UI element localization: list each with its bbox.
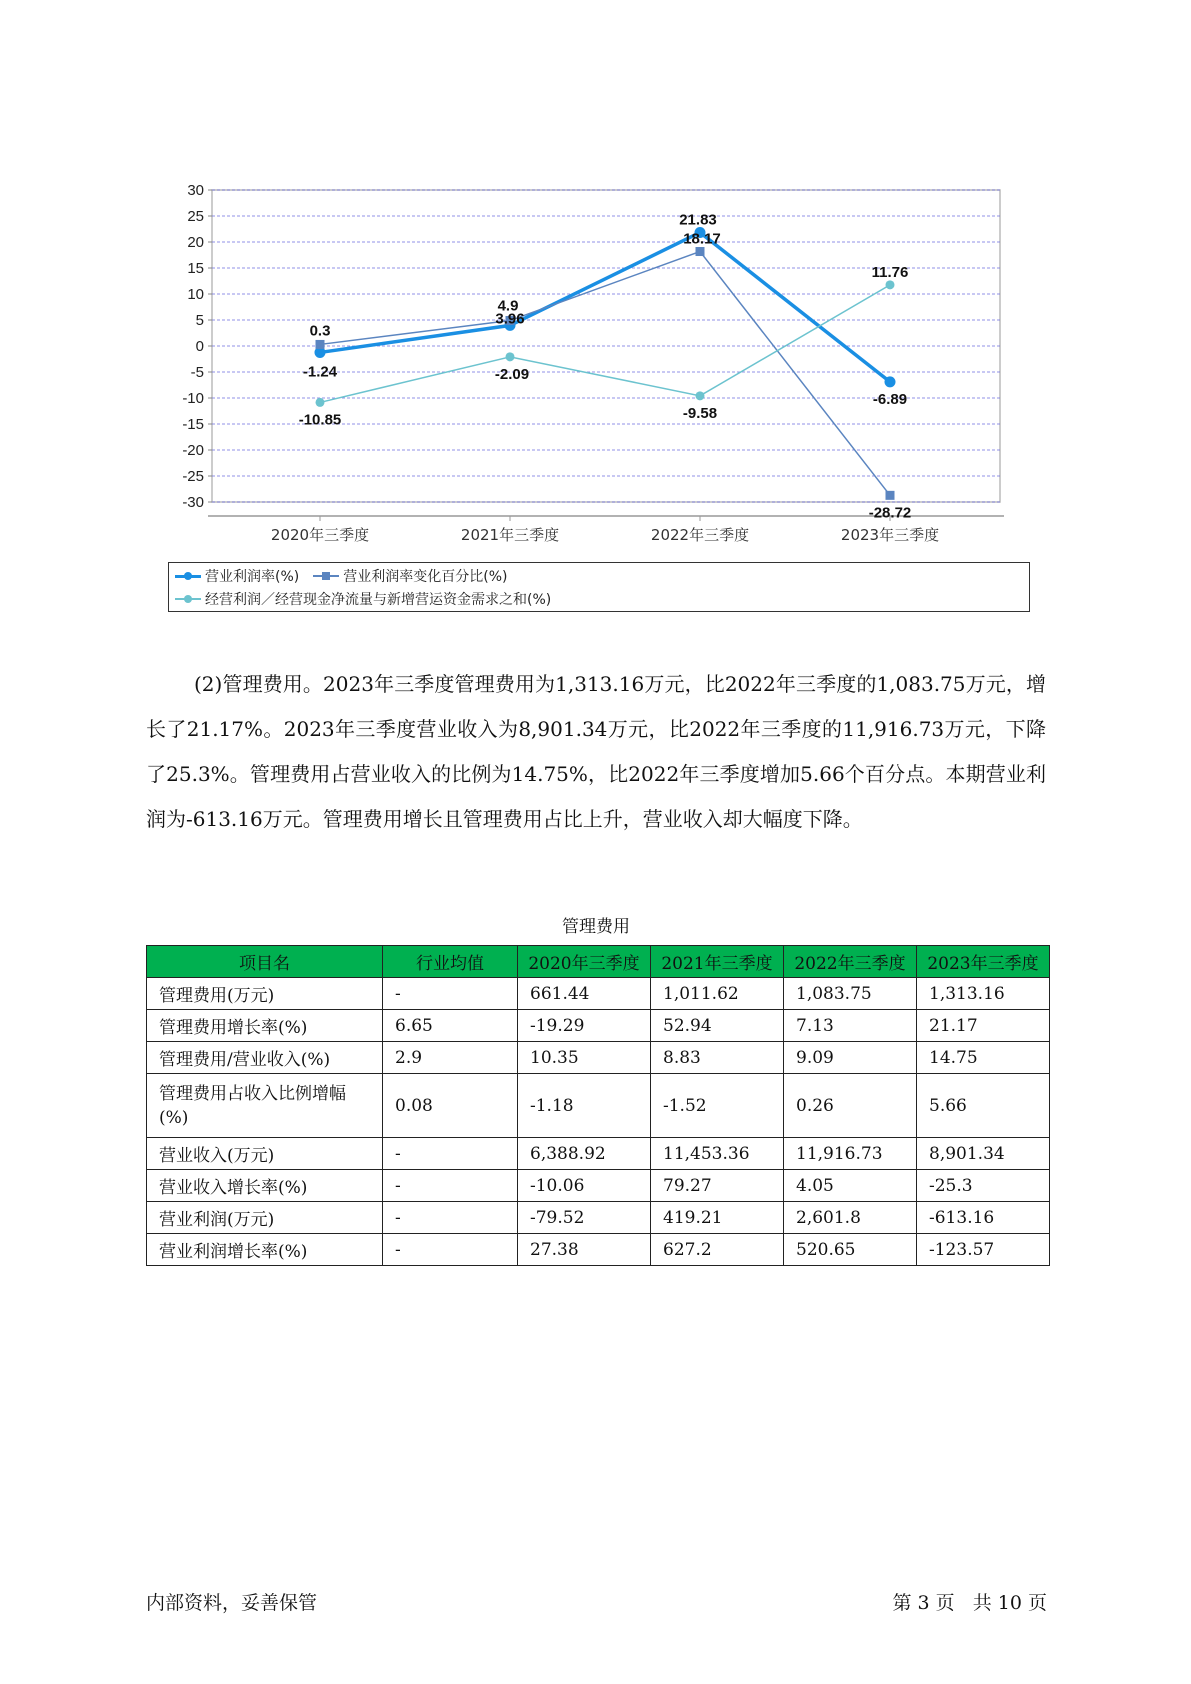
y-tick-label: -30 <box>182 494 204 511</box>
table-cell: 6,388.92 <box>518 1138 651 1170</box>
data-label-series-3: -10.85 <box>298 411 342 429</box>
y-tick-label: -10 <box>182 390 204 407</box>
x-tick-label: 2022年三季度 <box>650 526 750 544</box>
legend-label-series-2: 营业利润率变化百分比(%) <box>343 569 508 585</box>
y-tick-label: 30 <box>187 182 204 199</box>
legend-row-1 <box>175 565 521 587</box>
table-cell: 1,083.75 <box>784 978 917 1010</box>
table-cell: 管理费用增长率(%) <box>147 1010 383 1042</box>
line-chart <box>160 176 1040 616</box>
y-tick-label: -15 <box>182 416 204 433</box>
table-cell: -10.06 <box>518 1170 651 1202</box>
y-tick-label: 25 <box>187 208 204 225</box>
data-label-series-1: -6.89 <box>872 390 908 408</box>
x-tick-label: 2021年三季度 <box>460 526 560 544</box>
table-cell: 11,916.73 <box>784 1138 917 1170</box>
table-cell: - <box>383 1234 518 1266</box>
table-cell: -123.57 <box>917 1234 1050 1266</box>
legend-row-2 <box>175 588 565 610</box>
data-label-series-2: 4.9 <box>497 297 519 315</box>
table-cell: 520.65 <box>784 1234 917 1266</box>
series-line-1 <box>320 232 890 381</box>
table-cell: 1,011.62 <box>651 978 784 1010</box>
table-cell: 11,453.36 <box>651 1138 784 1170</box>
header-2022q3: 2022年三季度 <box>784 946 917 978</box>
table-cell: - <box>383 1170 518 1202</box>
header-2021q3: 2021年三季度 <box>651 946 784 978</box>
y-tick-label: -5 <box>190 364 204 381</box>
table-cell: 0.08 <box>383 1074 518 1138</box>
y-tick-label: -20 <box>182 442 204 459</box>
y-tick-label: 10 <box>187 286 204 303</box>
legend-swatch-series-3 <box>175 592 201 606</box>
legend-label-series-3: 经营利润／经营现金净流量与新增营运资金需求之和(%) <box>205 592 552 608</box>
y-tick-label: 15 <box>187 260 204 277</box>
x-tick-label: 2023年三季度 <box>840 526 940 544</box>
table-cell: 0.26 <box>784 1074 917 1138</box>
table-cell: 管理费用占收入比例增幅(%) <box>147 1074 383 1138</box>
table-cell: 627.2 <box>651 1234 784 1266</box>
table-row <box>147 978 1050 1010</box>
table-cell: -19.29 <box>518 1010 651 1042</box>
data-point-series-3 <box>886 280 895 289</box>
data-label-series-1: 21.83 <box>679 211 717 229</box>
data-label-series-2: 0.3 <box>309 322 331 340</box>
table-row <box>147 1010 1050 1042</box>
table-cell: 营业收入(万元) <box>147 1138 383 1170</box>
legend-label-series-1: 营业利润率(%) <box>205 569 300 585</box>
line-chart-svg <box>160 176 1040 616</box>
table-cell: - <box>383 1138 518 1170</box>
table-cell: -613.16 <box>917 1202 1050 1234</box>
table-cell: 营业利润(万元) <box>147 1202 383 1234</box>
data-point-series-2 <box>696 247 705 256</box>
table-cell: 8.83 <box>651 1042 784 1074</box>
table-cell: 14.75 <box>917 1042 1050 1074</box>
y-tick-label: 5 <box>195 312 204 329</box>
header-industry-avg: 行业均值 <box>383 946 518 978</box>
data-point-series-3 <box>506 352 515 361</box>
header-2023q3: 2023年三季度 <box>917 946 1050 978</box>
table-cell: 营业利润增长率(%) <box>147 1234 383 1266</box>
footer-page-number: 第 3 页 共 10 页 <box>892 1592 1047 1614</box>
table-row <box>147 1234 1050 1266</box>
table-header-row <box>147 946 1050 978</box>
data-point-series-1 <box>885 376 896 387</box>
x-tick-label: 2020年三季度 <box>270 526 370 544</box>
table-cell: 419.21 <box>651 1202 784 1234</box>
table-cell: 2.9 <box>383 1042 518 1074</box>
table-cell: 8,901.34 <box>917 1138 1050 1170</box>
table-row <box>147 1202 1050 1234</box>
data-point-series-3 <box>316 398 325 407</box>
table-row <box>147 1138 1050 1170</box>
data-label-series-3: -2.09 <box>494 365 530 383</box>
chart-legend <box>168 562 1030 612</box>
table-cell: -1.52 <box>651 1074 784 1138</box>
header-item-name: 项目名 <box>147 946 383 978</box>
data-point-series-2 <box>316 340 325 349</box>
table-cell: 5.66 <box>917 1074 1050 1138</box>
series-line-2 <box>320 252 890 496</box>
data-point-series-2 <box>886 491 895 500</box>
table-cell: 营业收入增长率(%) <box>147 1170 383 1202</box>
footer-confidential-note: 内部资料，妥善保管 <box>146 1592 318 1614</box>
data-label-series-1: -1.24 <box>302 363 338 381</box>
table-row <box>147 1042 1050 1074</box>
legend-swatch-series-2 <box>313 569 339 583</box>
table-cell: 661.44 <box>518 978 651 1010</box>
data-label-series-2: -28.72 <box>868 504 912 522</box>
data-label-series-3: 11.76 <box>871 263 909 281</box>
table-cell: -79.52 <box>518 1202 651 1234</box>
table-row <box>147 1170 1050 1202</box>
table-title: 管理费用 <box>562 917 630 937</box>
table-cell: -25.3 <box>917 1170 1050 1202</box>
table-cell: 79.27 <box>651 1170 784 1202</box>
header-2020q3: 2020年三季度 <box>518 946 651 978</box>
y-tick-label: 0 <box>195 338 204 355</box>
table-cell: - <box>383 1202 518 1234</box>
management-expense-paragraph: (2)管理费用。2023年三季度管理费用为1,313.16万元，比2022年三季度的1,083.75万元，增长了21.17%。2023年三季度营业收入为8,901.34万元，比2022年三季度的11,916.73万元，下降了25.3%。管理费用占营业收入的比例为14.75%，比2022年三季度增加5.66个百分点。本期营业利润为-613.16万元。管理费用增长且管理费用占比上升，营业收入却大幅度下降。 <box>146 672 1046 831</box>
table-cell: 4.05 <box>784 1170 917 1202</box>
table-cell: 10.35 <box>518 1042 651 1074</box>
legend-item-series-2 <box>313 566 507 586</box>
table-cell: 2,601.8 <box>784 1202 917 1234</box>
table-cell: 1,313.16 <box>917 978 1050 1010</box>
data-label-series-2: 18.17 <box>683 230 721 248</box>
table-cell: 52.94 <box>651 1010 784 1042</box>
management-expense-table <box>146 945 1050 1266</box>
plot-area-frame <box>212 190 1000 502</box>
table-cell: -1.18 <box>518 1074 651 1138</box>
table-cell: 21.17 <box>917 1010 1050 1042</box>
table-cell: - <box>383 978 518 1010</box>
table-row <box>147 1074 1050 1138</box>
table-cell: 6.65 <box>383 1010 518 1042</box>
table-cell: 27.38 <box>518 1234 651 1266</box>
table-cell: 7.13 <box>784 1010 917 1042</box>
legend-item-series-1 <box>175 566 299 586</box>
data-label-series-1: 3.96 <box>495 310 525 328</box>
data-label-series-3: -9.58 <box>682 404 718 422</box>
table-cell: 管理费用/营业收入(%) <box>147 1042 383 1074</box>
table-cell: 管理费用(万元) <box>147 978 383 1010</box>
data-point-series-3 <box>696 391 705 400</box>
y-tick-label: 20 <box>187 234 204 251</box>
y-tick-label: -25 <box>182 468 204 485</box>
table-cell: 9.09 <box>784 1042 917 1074</box>
legend-swatch-series-1 <box>175 569 201 583</box>
legend-item-series-3 <box>175 589 551 609</box>
